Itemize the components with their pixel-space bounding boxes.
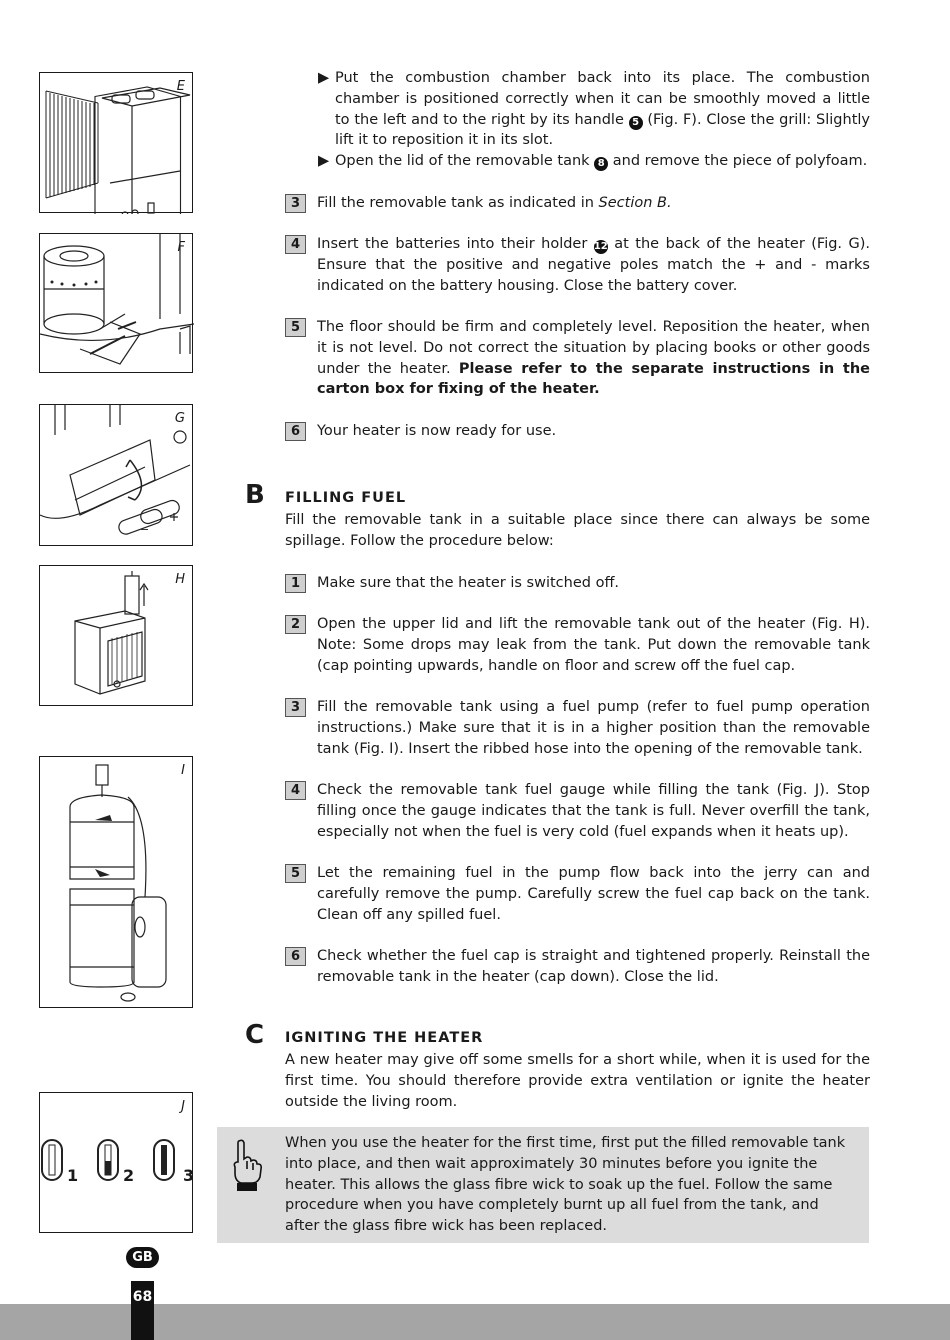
gauge-number-3: 3 — [183, 1166, 195, 1185]
figure-j — [39, 1092, 193, 1233]
section-c-intro: A new heater may give off some smells for a short while, when it is used for the first time. You should therefore provide extra ventilation or ignite the heater outside the living room. — [285, 1052, 870, 1110]
step-number: 6 — [285, 947, 306, 966]
section-b-intro: Fill the removable tank in a suitable place since there can always be some spillage. Follow the procedure below: — [285, 512, 870, 549]
fuel-gauge-illustration — [40, 1093, 194, 1234]
important-note-box — [217, 1127, 869, 1243]
note-text: When you use the heater for the first time, first put the filled removable tank into place, and then wait approximately 30 minutes before you ignite the heater. This allows the glass fibre wick to soak up the fuel. Follow the same procedure when you have completely burnt up all fuel from the tank, and after the glass fibre wick has been replaced. — [285, 1135, 846, 1235]
step-text: Make sure that the heater is switched off. — [317, 575, 620, 591]
step-text: Open the upper lid and lift the removable tank out of the heater (Fig. H). Note: Some drops may leak from the tank. Put down the removable tank (cap pointing upwards, handle on floor and screw off the fuel cap. — [317, 616, 870, 674]
section-letter-b: B — [245, 480, 265, 510]
step-number: 3 — [285, 194, 306, 213]
bullet-text: Open the lid of the removable tank — [335, 153, 595, 169]
step-text: Your heater is now ready for use. — [317, 423, 557, 439]
step-number: 2 — [285, 615, 306, 634]
bold-instruction: Please refer to the separate instructions in the carton box for fixing of the heater. — [317, 360, 871, 398]
figure-label: I — [181, 763, 185, 778]
figure-h — [39, 565, 193, 706]
bullet-removable-tank — [318, 151, 870, 172]
step-number: 4 — [285, 781, 306, 800]
step-text: Let the remaining fuel in the pump flow back into the jerry can and carefully remove the pump. Carefully screw the fuel cap back on the tank. Clean off any spilled fuel. — [317, 865, 870, 923]
step-number: 3 — [285, 698, 306, 717]
pointing-hand-icon — [225, 1137, 265, 1193]
step-text: The floor should be firm and completely level. Reposition the heater, when it is not level. Do not correct the situation by placing books or other goods under the heater. Please refer to the separate instructions in the carton box for fixing of the heater. — [317, 319, 871, 398]
step-number: 5 — [285, 864, 306, 883]
figure-g — [39, 404, 193, 546]
battery-holder-illustration — [40, 405, 194, 547]
figure-i — [39, 756, 193, 1008]
bullet-arrow-icon: ▶ — [318, 153, 330, 169]
step-text: Fill the removable tank using a fuel pump (refer to fuel pump operation instructions.) Make sure that it is in a higher position than the removable tank (Fig. I). Insert the ribbed hose into the opening of the removable tank. — [317, 699, 870, 757]
figure-label: F — [177, 240, 185, 255]
bullet-arrow-icon: ▶ — [318, 70, 330, 86]
step-number: 5 — [285, 318, 306, 337]
bullet-text: and remove the piece of polyfoam. — [608, 153, 868, 169]
battery-minus-mark: − — [140, 523, 150, 536]
step-text: Fill the removable tank as indicated in Section B. — [317, 195, 672, 211]
part-marker: 5 — [629, 116, 643, 130]
step-number: 1 — [285, 574, 306, 593]
figure-label: E — [176, 79, 185, 94]
gauge-number-2: 2 — [123, 1166, 135, 1185]
figure-f — [39, 233, 193, 373]
figure-label: H — [175, 572, 185, 587]
removing-tank-illustration — [40, 566, 194, 707]
section-reference: Section B. — [598, 195, 672, 211]
section-title-igniting: IGNITING THE HEATER — [285, 1030, 484, 1046]
step-number: 4 — [285, 235, 306, 254]
bullet-combustion-chamber — [318, 68, 870, 151]
step-text: Insert the batteries into their holder 12 at the back of the heater (Fig. G). Ensure that the positive and negative poles match the + and - marks indicated on the battery housing. Close the battery cover. — [317, 236, 871, 294]
combustion-chamber-illustration — [40, 234, 194, 374]
bullet-text: Put the combustion chamber back into its place. The combustion chamber is positioned correctly when it can be smoothly moved a little to the left and to the right by its handle — [335, 70, 870, 128]
figure-label: G — [174, 411, 185, 426]
part-marker: 8 — [594, 157, 608, 171]
part-marker: 12 — [593, 241, 608, 252]
gauge-number-1: 1 — [67, 1166, 79, 1185]
figure-label: J — [181, 1099, 185, 1114]
section-title-filling-fuel: FILLING FUEL — [285, 490, 407, 506]
fuel-pump-illustration — [40, 757, 194, 1009]
page-number: 68 — [131, 1281, 154, 1340]
figure-e — [39, 72, 193, 213]
heater-grill-open-illustration — [40, 73, 194, 214]
step-number: 6 — [285, 422, 306, 441]
section-letter-c: C — [245, 1020, 265, 1050]
bullet-text: (Fig. F). Close the grill: Slightly lift it to reposition it in its slot. — [335, 111, 870, 149]
language-badge: GB — [126, 1247, 159, 1268]
step-text: Check the removable tank fuel gauge while filling the tank (Fig. J). Stop filling once the gauge indicates that the tank is full. Never overfill the tank, especially not when the fuel is very cold (fuel expands when it heats up). — [317, 782, 870, 840]
step-text: Check whether the fuel cap is straight and tightened properly. Reinstall the removable tank in the heater (cap down). Close the lid. — [317, 948, 870, 985]
